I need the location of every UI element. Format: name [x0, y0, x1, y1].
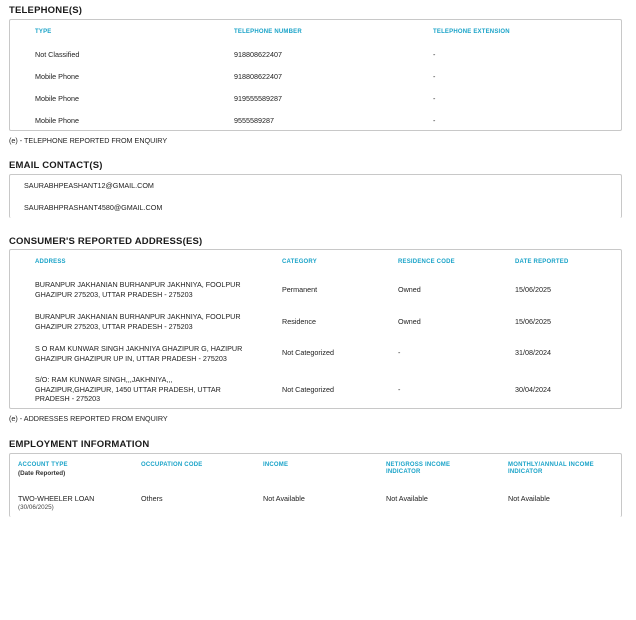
address-row-4-date: 30/04/2024	[515, 385, 551, 394]
address-row-3-category: Not Categorized	[282, 348, 334, 357]
address-table	[9, 249, 622, 409]
address-row-3-address: S O RAM KUNWAR SINGH JAKHNIYA GHAZIPUR G, HAZIPUR GHAZIPUR GHAZIPUR UP IN, UTTAR PRADESH - 275203	[35, 344, 243, 363]
address-row-3-residence: -	[398, 348, 401, 357]
address-row-2-date: 15/06/2025	[515, 317, 551, 326]
address-row-1-address: BURANPUR JAKHANIAN BURHANPUR JAKHNIYA, FOOLPUR GHAZIPUR 275203, UTTAR PRADESH - 275203	[35, 280, 241, 299]
telephone-row-1-type: Not Classified	[35, 50, 80, 59]
address-row-1-residence: Owned	[398, 285, 421, 294]
telephone-row-4-extension: -	[433, 116, 436, 125]
address-row-4-address: S/O: RAM KUNWAR SINGH,,,JAKHNIYA,,, GHAZIPUR,GHAZIPUR, 1450 UTTAR PRADESH, UTTAR PRADESH - 275203	[35, 375, 221, 403]
address-row-2-address: BURANPUR JAKHANIAN BURHANPUR JAKHNIYA, FOOLPUR GHAZIPUR 275203, UTTAR PRADESH - 275203	[35, 312, 241, 331]
address-row-3-date: 31/08/2024	[515, 348, 551, 357]
employment-header-account-type: ACCOUNT TYPE	[18, 462, 68, 468]
telephone-row-1-number: 918808622407	[234, 50, 282, 59]
employment-date: (30/06/2025)	[18, 504, 54, 511]
telephone-header-extension: TELEPHONE EXTENSION	[433, 29, 510, 35]
employment-header-occupation: OCCUPATION CODE	[141, 462, 203, 468]
email-item-1: SAURABHPEASHANT12@GMAIL.COM	[24, 181, 154, 190]
address-row-2-category: Residence	[282, 317, 316, 326]
employment-occupation: Others	[141, 494, 163, 503]
telephone-row-3-extension: -	[433, 94, 436, 103]
employment-header-net-gross: NET/GROSS INCOME INDICATOR	[386, 462, 451, 475]
email-list	[9, 174, 622, 218]
telephone-header-type: TYPE	[35, 29, 52, 35]
address-row-1-category: Permanent	[282, 285, 318, 294]
address-section-title: CONSUMER'S REPORTED ADDRESS(ES)	[9, 236, 203, 247]
telephone-row-3-type: Mobile Phone	[35, 94, 79, 103]
email-item-2: SAURABHPRASHANT4580@GMAIL.COM	[24, 203, 163, 212]
address-row-4-residence: -	[398, 385, 401, 394]
telephone-row-4-type: Mobile Phone	[35, 116, 79, 125]
address-row-1-date: 15/06/2025	[515, 285, 551, 294]
telephone-row-2-number: 918808622407	[234, 72, 282, 81]
employment-account-type: TWO-WHEELER LOAN	[18, 494, 95, 503]
employment-monthly-annual: Not Available	[508, 494, 550, 503]
telephone-note: (e) - TELEPHONE REPORTED FROM ENQUIRY	[9, 136, 168, 145]
telephone-row-2-type: Mobile Phone	[35, 72, 79, 81]
address-note: (e) - ADDRESSES REPORTED FROM ENQUIRY	[9, 414, 168, 423]
employment-net-gross: Not Available	[386, 494, 428, 503]
telephone-row-1-extension: -	[433, 50, 436, 59]
telephone-row-2-extension: -	[433, 72, 436, 81]
telephone-section-title: TELEPHONE(S)	[9, 5, 83, 16]
employment-income: Not Available	[263, 494, 305, 503]
employment-table	[9, 453, 622, 517]
employment-header-monthly-annual: MONTHLY/ANNUAL INCOME INDICATOR	[508, 462, 594, 475]
employment-header-income: INCOME	[263, 462, 289, 468]
address-header-date-reported: DATE REPORTED	[515, 259, 569, 265]
address-header-residence-code: RESIDENCE CODE	[398, 259, 455, 265]
address-row-4-category: Not Categorized	[282, 385, 334, 394]
address-header-address: ADDRESS	[35, 259, 66, 265]
employment-header-date-reported: (Date Reported)	[18, 470, 66, 477]
telephone-header-number: TELEPHONE NUMBER	[234, 29, 302, 35]
telephone-table	[9, 19, 622, 131]
email-section-title: EMAIL CONTACT(S)	[9, 160, 103, 171]
address-row-2-residence: Owned	[398, 317, 421, 326]
telephone-row-4-number: 9555589287	[234, 116, 274, 125]
telephone-row-3-number: 919555589287	[234, 94, 282, 103]
employment-section-title: EMPLOYMENT INFORMATION	[9, 439, 150, 450]
address-header-category: CATEGORY	[282, 259, 317, 265]
